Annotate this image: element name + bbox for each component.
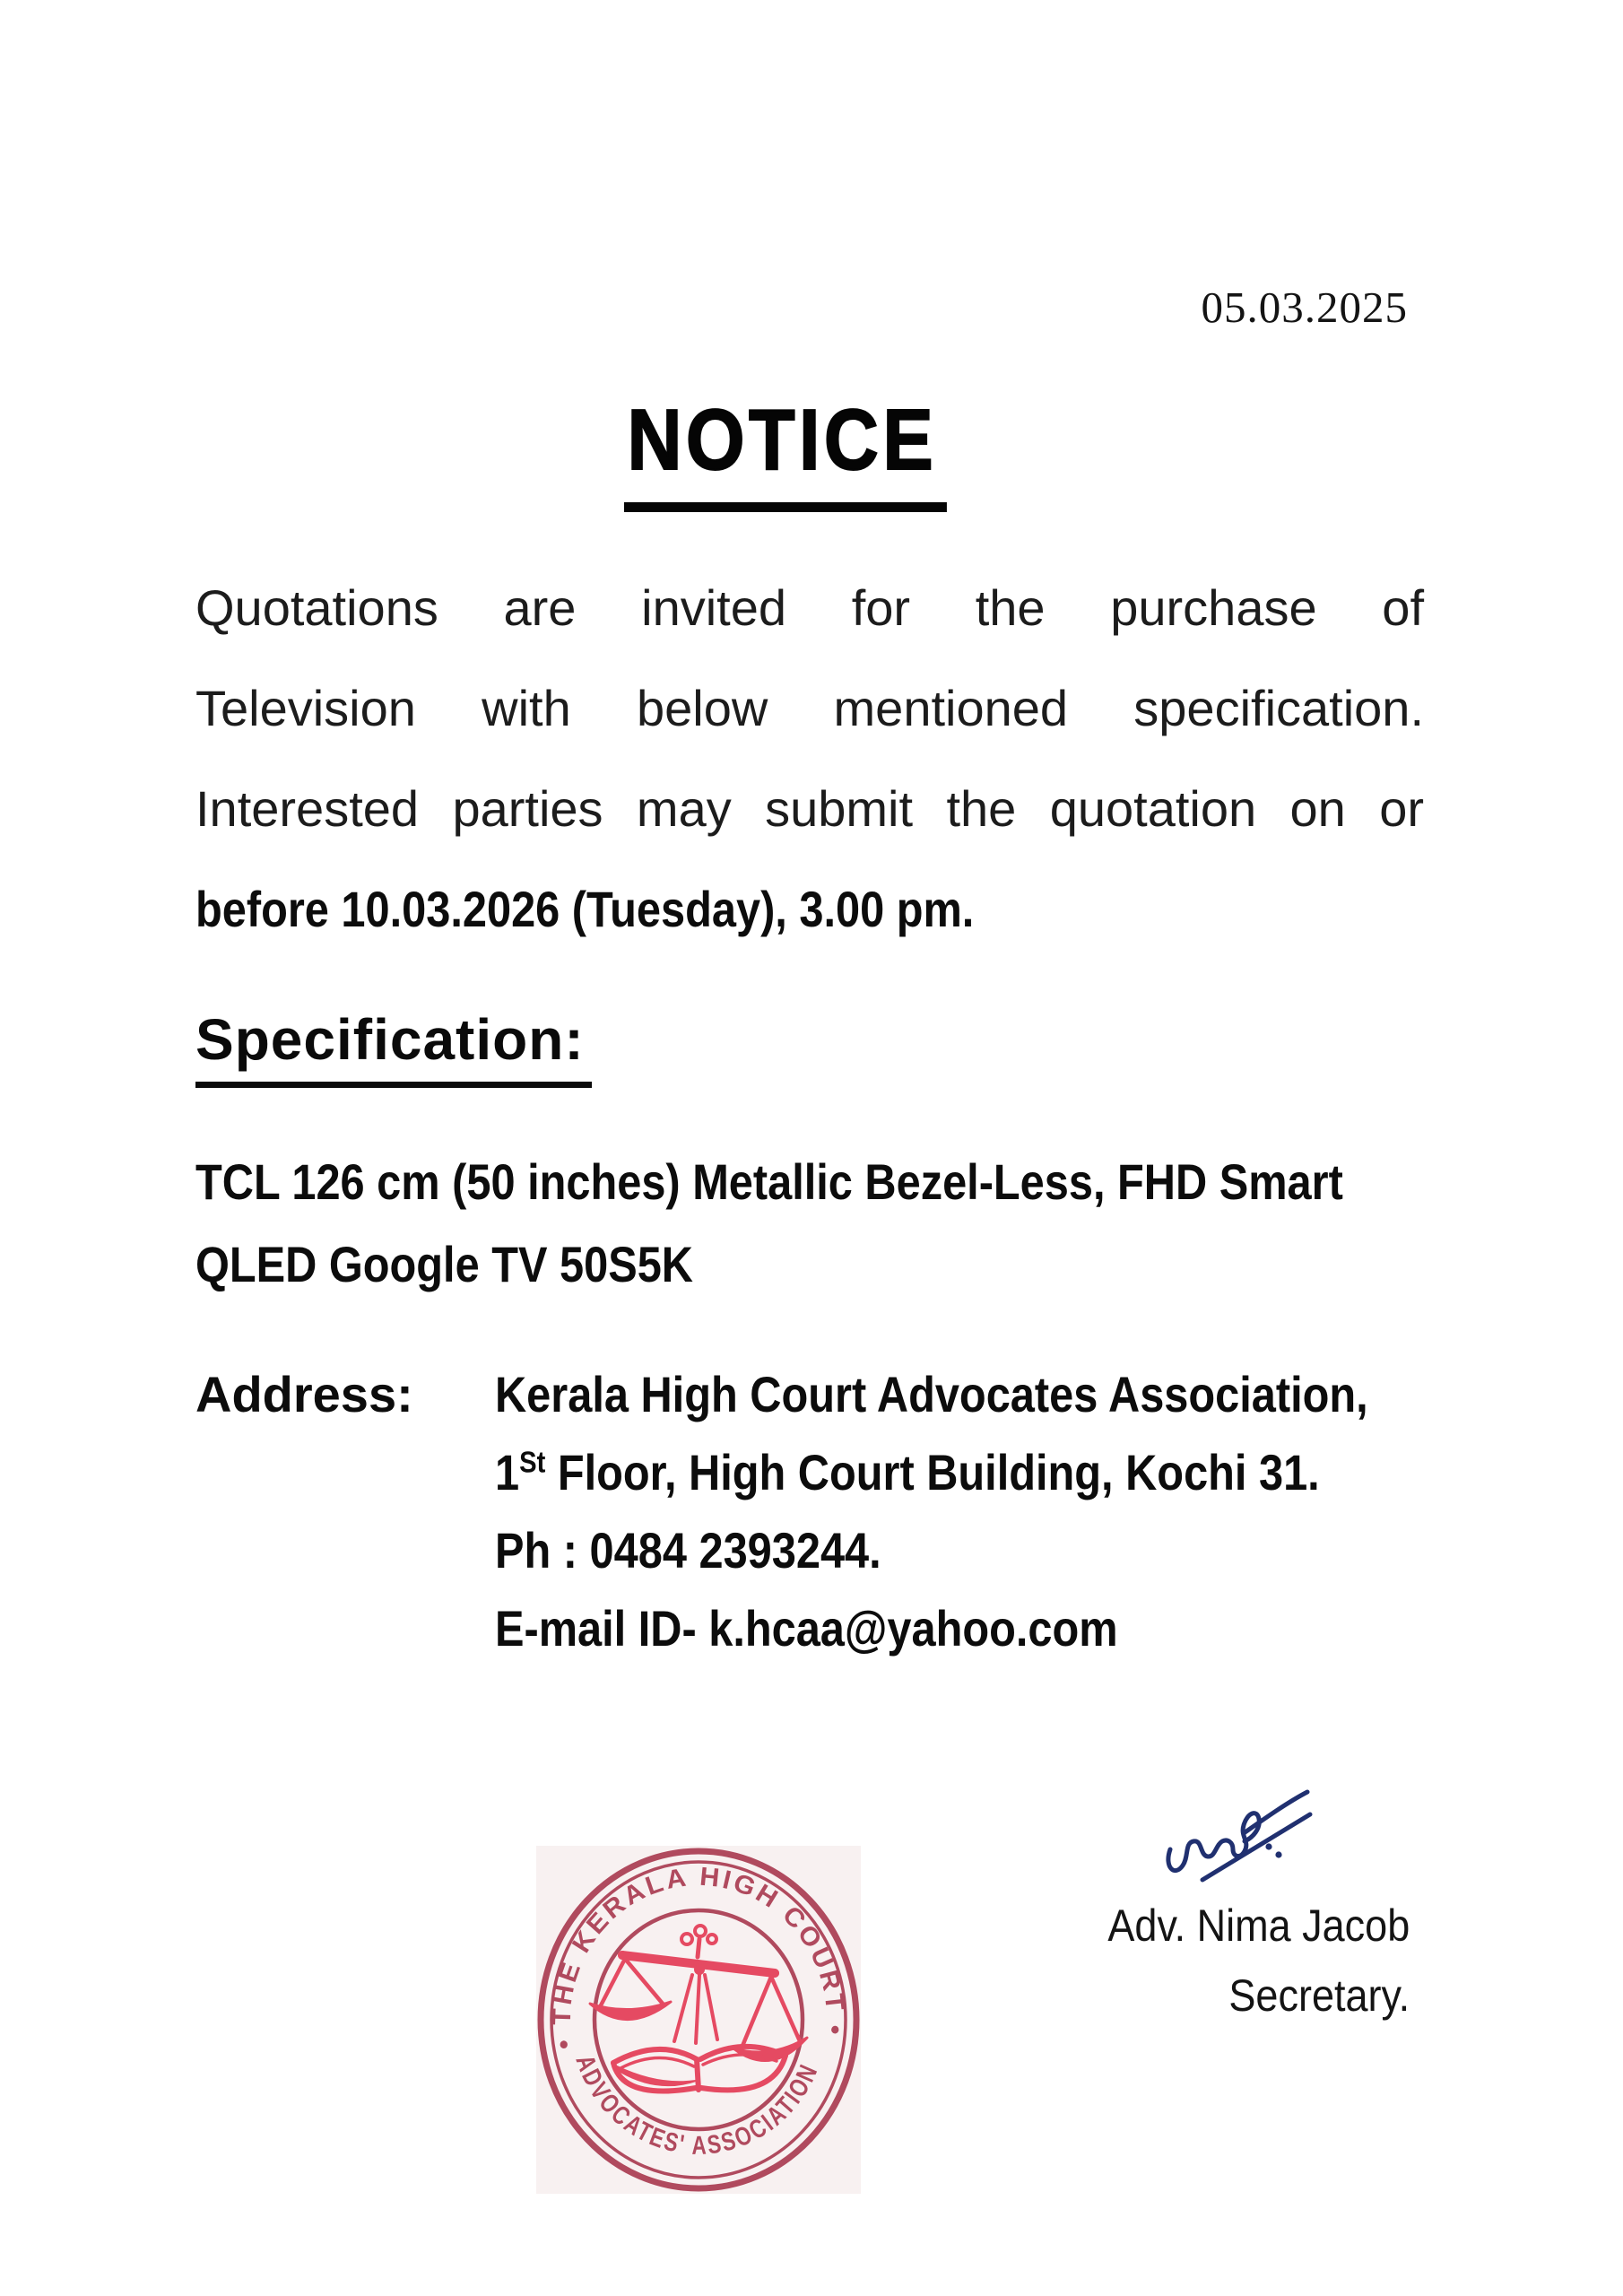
phone-text: Ph : 0484 2393244.: [495, 1522, 881, 1578]
signatory-block: [1074, 1891, 1410, 2031]
address-row-3: [495, 1511, 1498, 1589]
document-date: 05.03.2025: [1201, 283, 1408, 332]
signatory-name: Adv. Nima Jacob: [1107, 1900, 1410, 1951]
signature-dot-2: [1275, 1851, 1281, 1857]
deadline-text: before 10.03.2026 (Tuesday), 3.00 pm.: [195, 881, 975, 937]
signatory-designation: Secretary.: [1228, 1970, 1410, 2021]
intro-line-3: Interested parties may submit the quotation on or: [195, 780, 1424, 837]
ordinal-superscript: St: [519, 1446, 546, 1480]
seal-arc-bottom-label: ADVOCATES' ASSOCIATION: [569, 2051, 827, 2161]
specification-heading: [195, 1006, 592, 1088]
page-title-text: NOTICE: [624, 391, 947, 512]
intro-line-2: Television with below mentioned specification.: [195, 680, 1424, 736]
signature-dot-1: [1265, 1843, 1271, 1849]
email-text: E-mail ID- k.hcaa@yahoo.com: [495, 1600, 1118, 1657]
signature-stroke: [1168, 1813, 1259, 1871]
address-row-4: [495, 1589, 1498, 1667]
association-seal: [533, 1844, 864, 2196]
address-street: 1St Floor, High Court Building, Kochi 31.: [495, 1444, 1320, 1500]
intro-paragraph: [195, 558, 1424, 960]
spec-line-2: QLED Google TV 50S5K: [195, 1236, 693, 1292]
address-org-name: Kerala High Court Advocates Association,: [495, 1366, 1368, 1422]
seal-arc-top-label: • THE KERALA HIGH COURT •: [547, 1862, 850, 2052]
intro-deadline-line: [195, 859, 1424, 960]
signatory-designation-line: [1074, 1961, 1410, 2031]
specification-details: [195, 1141, 1515, 1306]
spec-line-1: TCL 126 cm (50 inches) Metallic Bezel-Less, FHD Smart: [195, 1153, 1343, 1210]
address-row-2: [495, 1433, 1498, 1511]
specification-heading-text: Specification:: [195, 1006, 592, 1088]
address-label: Address:: [195, 1366, 413, 1422]
page-title: [624, 391, 991, 512]
intro-line-1: Quotations are invited for the purchase of: [195, 579, 1424, 636]
signatory-name-line: [1074, 1891, 1410, 1961]
signature-scribble-icon: [1161, 1787, 1321, 1889]
address-block: [195, 1355, 1498, 1667]
address-row-1: [195, 1355, 1498, 1433]
